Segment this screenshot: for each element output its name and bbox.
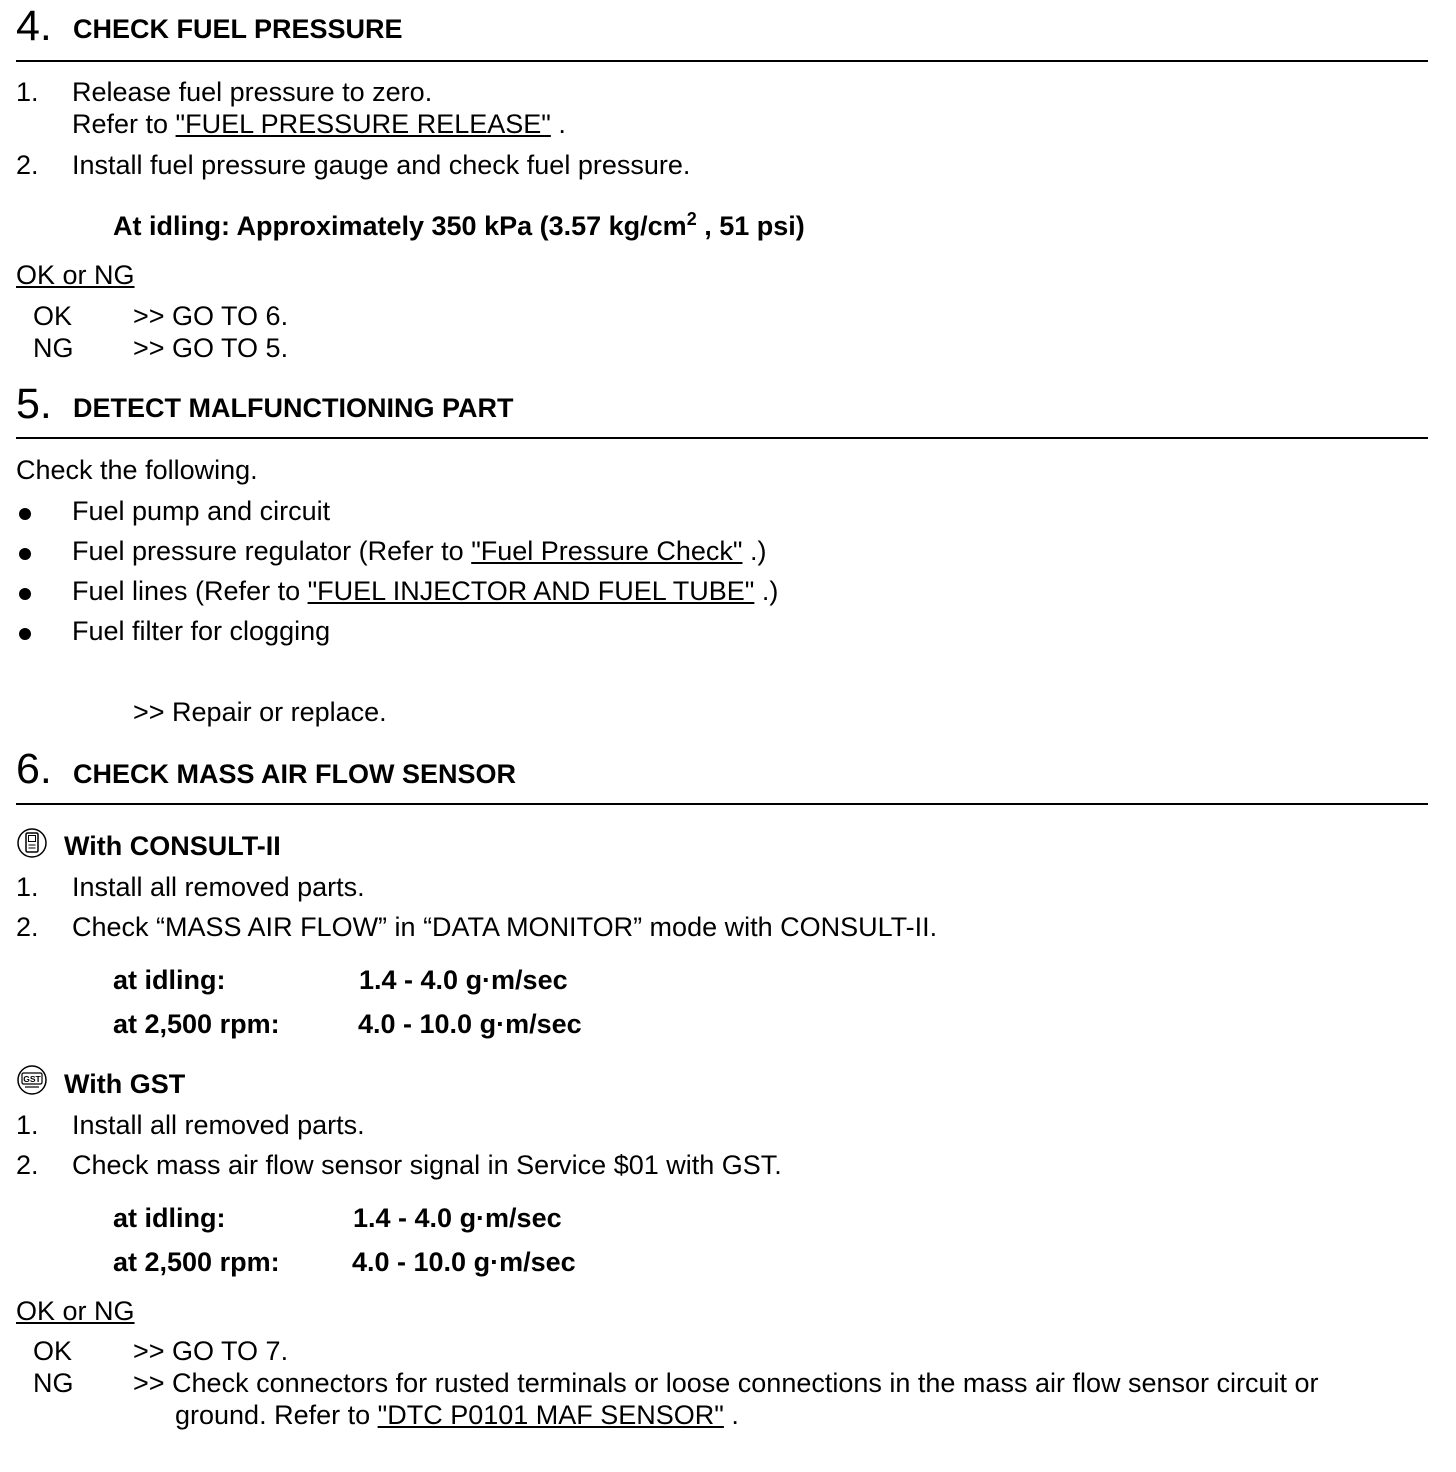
step-number: 5. [16,380,52,428]
spec-value: 4.0 - 10.0 g·m/sec [358,1009,582,1039]
bullet-suffix: .) [742,536,767,566]
list-number: 1. [16,872,39,902]
section-divider [16,60,1428,62]
spec-prefix: At idling: Approximately 350 kPa (3.57 kg/cm [113,211,687,241]
refer-prefix: ground. Refer to [175,1400,378,1430]
spec-label: at idling: [113,1203,226,1233]
refer-suffix: . [723,1400,739,1430]
gst-icon-label: GST [23,1074,41,1084]
intro-text: Check the following. [16,455,258,485]
list-number: 1. [16,77,39,107]
bullet-icon [19,508,31,520]
ok-label: OK [33,301,73,331]
spec-label: at 2,500 rpm: [113,1247,280,1277]
consult-heading: With CONSULT-II [64,831,281,861]
spec-value: 1.4 - 4.0 g·m/sec [359,965,568,995]
instruction-text: Check “MASS AIR FLOW” in “DATA MONITOR” mode with CONSULT-II. [72,912,938,942]
ng-action-refer [175,1400,739,1431]
spec-label: at idling: [113,965,226,995]
ng-label: NG [33,333,74,363]
section-divider [16,437,1428,439]
instruction-text: Install all removed parts. [72,1110,365,1140]
instruction-text: Install fuel pressure gauge and check fuel pressure. [72,150,691,180]
ok-label: OK [33,1336,73,1366]
fuel-pressure-check-link[interactable]: "Fuel Pressure Check" [471,536,743,566]
refer-prefix: Refer to [72,109,176,139]
instruction-text: Release fuel pressure to zero. [72,77,433,107]
gst-heading: With GST [64,1069,186,1099]
refer-line [72,109,566,140]
spec-label: at 2,500 rpm: [113,1009,280,1039]
ok-or-ng-label: OK or NG [16,260,135,290]
list-number: 2. [16,912,39,942]
spec-suffix: , 51 psi) [696,211,805,241]
bullet-item: Fuel pump and circuit [72,496,331,526]
bullet-icon [19,588,31,600]
instruction-text: Install all removed parts. [72,872,365,902]
ok-action: >> GO TO 6. [133,301,289,331]
step-title: CHECK MASS AIR FLOW SENSOR [73,759,517,789]
spec-value: 1.4 - 4.0 g·m/sec [353,1203,562,1233]
instruction-text: Check mass air flow sensor signal in Service $01 with GST. [72,1150,782,1180]
fuel-pressure-spec [113,211,805,242]
ng-action: >> Check connectors for rusted terminals or loose connections in the mass air flow sensor circuit or [133,1368,1319,1398]
step-title: CHECK FUEL PRESSURE [73,14,403,44]
fuel-injector-tube-link[interactable]: "FUEL INJECTOR AND FUEL TUBE" [307,576,755,606]
fuel-pressure-release-link[interactable]: "FUEL PRESSURE RELEASE" [175,109,551,139]
ok-or-ng-label: OK or NG [16,1296,135,1326]
consult-ii-icon [16,827,48,866]
spec-superscript: 2 [686,209,697,229]
bullet-prefix: Fuel lines (Refer to [72,576,308,606]
step-number: 6. [16,745,52,793]
bullet-prefix: Fuel pressure regulator (Refer to [72,536,472,566]
step-number: 4. [16,2,52,50]
bullet-icon [19,628,31,640]
gst-icon [16,1064,48,1103]
list-number: 2. [16,1150,39,1180]
refer-suffix: . [550,109,566,139]
bullet-item: Fuel filter for clogging [72,616,331,646]
list-number: 2. [16,150,39,180]
bullet-suffix: .) [754,576,779,606]
ng-action: >> GO TO 5. [133,333,289,363]
repair-action: >> Repair or replace. [133,697,387,727]
bullet-item [72,576,778,607]
bullet-icon [19,548,31,560]
ng-label: NG [33,1368,74,1398]
bullet-item [72,536,766,567]
section-divider [16,803,1428,805]
ok-action: >> GO TO 7. [133,1336,289,1366]
spec-value: 4.0 - 10.0 g·m/sec [352,1247,576,1277]
step-title: DETECT MALFUNCTIONING PART [73,393,514,423]
dtc-p0101-link[interactable]: "DTC P0101 MAF SENSOR" [377,1400,724,1430]
list-number: 1. [16,1110,39,1140]
